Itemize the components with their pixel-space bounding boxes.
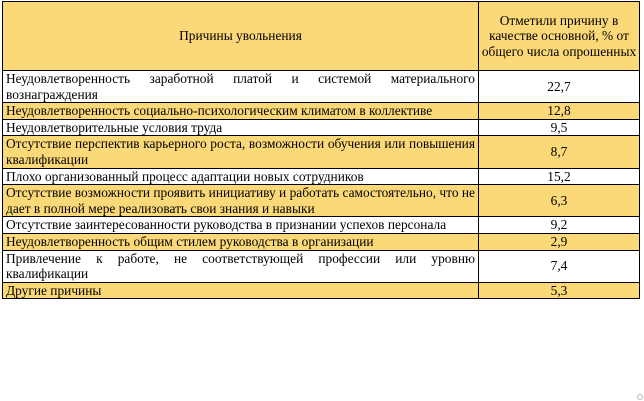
value-cell: 7,4 — [479, 250, 640, 282]
value-cell: 8,7 — [479, 136, 640, 168]
dismissal-reasons-table — [2, 1, 640, 299]
table-row — [3, 282, 640, 299]
reason-cell: Неудовлетворенность заработной платой и системой материального вознаграждения — [3, 71, 479, 103]
table-row — [3, 233, 640, 250]
table-row — [3, 250, 640, 282]
reason-cell: Другие причины — [3, 282, 479, 299]
table-row — [3, 136, 640, 168]
header-share: Отметили причину в качестве основной, % от общего числа опрошенных — [479, 2, 640, 71]
value-cell: 15,2 — [479, 168, 640, 185]
value-cell: 6,3 — [479, 185, 640, 217]
dismissal-reasons-table-container — [2, 1, 639, 299]
reason-cell: Плохо организованный процесс адаптации новых сотрудников — [3, 168, 479, 185]
table-row — [3, 103, 640, 120]
value-cell: 9,5 — [479, 119, 640, 136]
value-cell: 22,7 — [479, 71, 640, 103]
table-row — [3, 217, 640, 234]
reason-cell: Неудовлетворительные условия труда — [3, 119, 479, 136]
reason-cell: Отсутствие перспектив карьерного роста, возможности обучения или повышения квалификации — [3, 136, 479, 168]
value-cell: 12,8 — [479, 103, 640, 120]
reason-cell: Неудовлетворенность общим стилем руководства в организации — [3, 233, 479, 250]
value-cell: 5,3 — [479, 282, 640, 299]
table-row — [3, 71, 640, 103]
reason-cell: Отсутствие заинтересованности руководства в признании успехов персонала — [3, 217, 479, 234]
header-reasons: Причины увольнения — [3, 2, 479, 71]
table-row — [3, 185, 640, 217]
reason-cell: Привлечение к работе, не соответствующей профессии или уровню квалификации — [3, 250, 479, 282]
value-cell: 2,9 — [479, 233, 640, 250]
reason-cell: Неудовлетворенность социально-психологическим климатом в коллективе — [3, 103, 479, 120]
value-cell: 9,2 — [479, 217, 640, 234]
table-body — [3, 71, 640, 299]
corner-handle-icon — [637, 394, 643, 400]
table-header-row — [3, 2, 640, 71]
reason-cell: Отсутствие возможности проявить инициативу и работать самостоятельно, что не дает в полной мере реализовать свои знания и навыки — [3, 185, 479, 217]
table-row — [3, 119, 640, 136]
table-row — [3, 168, 640, 185]
